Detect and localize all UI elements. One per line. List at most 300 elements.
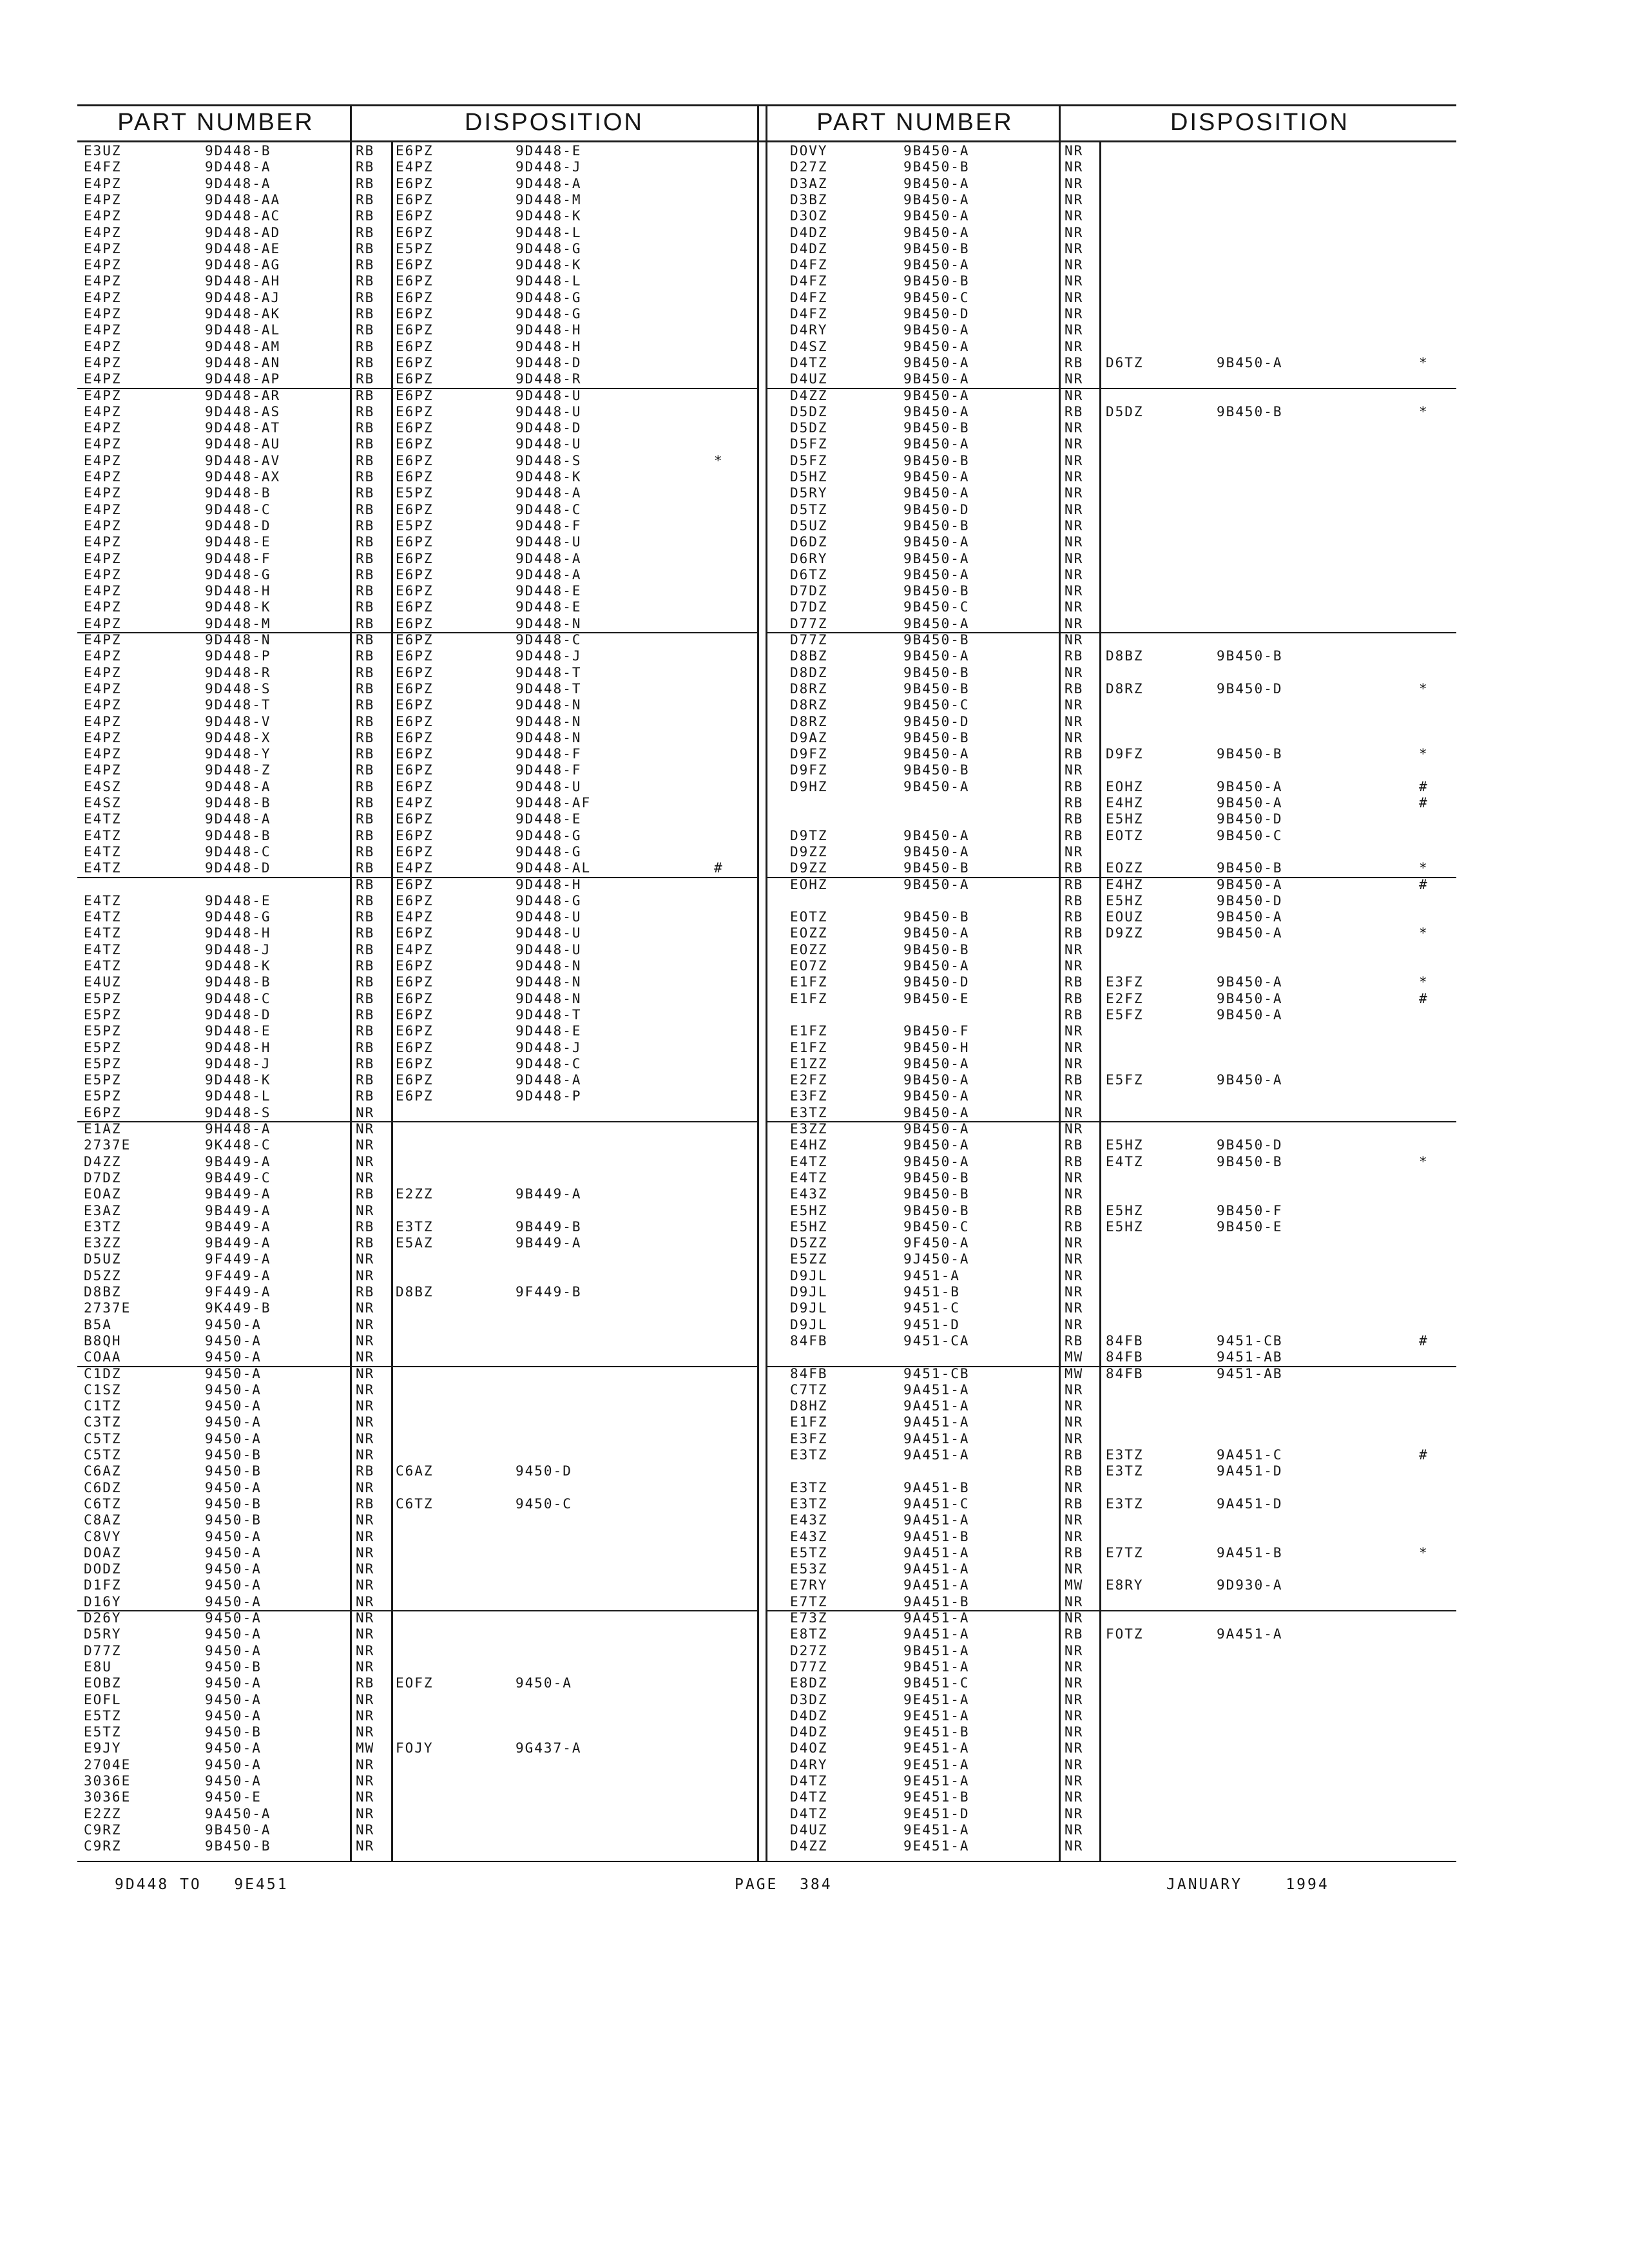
part-prefix: E4TZ <box>84 958 122 974</box>
part-prefix: E4PZ <box>84 501 122 517</box>
disposition-code: NR <box>1065 143 1084 159</box>
part-number: 9D448-T <box>205 697 271 713</box>
part-prefix: E1FZ <box>790 990 828 1006</box>
part-prefix: E5HZ <box>790 1202 828 1218</box>
replacement-prefix: E3TZ <box>1106 1447 1144 1463</box>
note-mark: * <box>1419 354 1429 370</box>
replacement-prefix: E6PZ <box>396 387 434 403</box>
part-prefix: D4TZ <box>790 1773 828 1789</box>
part-prefix: E3UZ <box>84 143 122 159</box>
part-number: 9D448-AX <box>205 469 281 485</box>
disposition-code: RB <box>356 876 375 892</box>
disposition-code: RB <box>356 1284 375 1300</box>
replacement-prefix: E5HZ <box>1106 892 1144 908</box>
group-separator <box>77 1121 757 1122</box>
part-prefix: D9TZ <box>790 827 828 843</box>
replacement-number: 9D448-G <box>516 306 582 322</box>
replacement-prefix: E7TZ <box>1106 1544 1144 1561</box>
part-number: 9D448-C <box>205 990 271 1006</box>
replacement-prefix: E6PZ <box>396 925 434 941</box>
disposition-code: RB <box>356 827 375 843</box>
part-number: 9E451-B <box>903 1789 970 1805</box>
part-number: 9450-A <box>205 1544 262 1561</box>
part-prefix: D77Z <box>790 632 828 648</box>
disposition-code: NR <box>1065 257 1084 273</box>
part-number: 9D448-D <box>205 860 271 876</box>
part-number: 9450-B <box>205 1658 262 1675</box>
disposition-code: RB <box>356 338 375 354</box>
part-number: 9B450-A <box>903 648 970 664</box>
part-prefix: E4PZ <box>84 175 122 191</box>
part-prefix: E5PZ <box>84 1055 122 1072</box>
disposition-code: RB <box>356 1088 375 1104</box>
part-number: 9450-A <box>205 1610 262 1626</box>
replacement-prefix: E6PZ <box>396 648 434 664</box>
part-prefix: E43Z <box>790 1512 828 1528</box>
part-number: 9450-A <box>205 1561 262 1577</box>
part-prefix: E4PZ <box>84 371 122 387</box>
replacement-number: 9D448-K <box>516 257 582 273</box>
part-number: 9D448-Y <box>205 746 271 762</box>
part-prefix: E8U <box>84 1658 112 1675</box>
part-number: 9B450-A <box>903 469 970 485</box>
replacement-prefix: E6PZ <box>396 566 434 582</box>
part-number: 9D448-F <box>205 550 271 566</box>
part-number: 9450-A <box>205 1430 262 1446</box>
part-number: 9450-A <box>205 1316 262 1332</box>
disposition-code: RB <box>356 1186 375 1202</box>
part-prefix: C9RZ <box>84 1838 122 1854</box>
disposition-code: NR <box>356 1658 375 1675</box>
part-number: 9B450-A <box>903 1104 970 1120</box>
part-number: 9B450-A <box>903 778 970 794</box>
disposition-code: NR <box>1065 566 1084 582</box>
replacement-number: 9D448-E <box>516 599 582 615</box>
disposition-code: NR <box>1065 485 1084 501</box>
replacement-number: 9D448-U <box>516 403 582 419</box>
part-number: 9450-A <box>205 1707 262 1724</box>
replacement-number: 9A451-B <box>1217 1544 1283 1561</box>
part-number: 9B449-A <box>205 1235 271 1251</box>
disposition-code: NR <box>1065 615 1084 631</box>
disposition-code: NR <box>1065 1658 1084 1675</box>
disposition-code: NR <box>1065 583 1084 599</box>
replacement-prefix: E6PZ <box>396 208 434 224</box>
disposition-code: NR <box>1065 306 1084 322</box>
note-mark: * <box>1419 403 1429 419</box>
part-number: 9B450-B <box>903 452 970 468</box>
part-number: 9B450-B <box>903 632 970 648</box>
replacement-prefix: E6PZ <box>396 599 434 615</box>
part-number: 9E451-A <box>903 1707 970 1724</box>
replacement-number: 9D448-A <box>516 485 582 501</box>
disposition-code: RB <box>356 452 375 468</box>
disposition-code: NR <box>356 1121 375 1137</box>
part-prefix: EO7Z <box>790 958 828 974</box>
part-number: 9A451-A <box>903 1626 970 1642</box>
disposition-code: NR <box>356 1365 375 1381</box>
disposition-code: NR <box>1065 1186 1084 1202</box>
part-prefix: EOZZ <box>790 941 828 957</box>
disposition-code: NR <box>1065 371 1084 387</box>
replacement-number: 9B450-C <box>1217 827 1283 843</box>
part-number: 9450-A <box>205 1332 262 1349</box>
part-prefix: 2737E <box>84 1137 131 1153</box>
replacement-prefix: 84FB <box>1106 1365 1144 1381</box>
part-prefix: C9RZ <box>84 1821 122 1838</box>
part-prefix: D4FZ <box>790 289 828 305</box>
disposition-code: RB <box>1065 1006 1084 1023</box>
disposition-code: RB <box>356 941 375 957</box>
disposition-code: RB <box>356 1675 375 1691</box>
replacement-number: 9D448-S <box>516 452 582 468</box>
disposition-code: NR <box>356 1251 375 1267</box>
replacement-prefix: EOFZ <box>396 1675 434 1691</box>
part-prefix: D8HZ <box>790 1398 828 1414</box>
disposition-code: RB <box>1065 746 1084 762</box>
part-number: 9451-D <box>903 1316 960 1332</box>
part-number: 9450-B <box>205 1463 262 1479</box>
replacement-number: 9D448-T <box>516 1006 582 1023</box>
disposition-code: RB <box>356 1072 375 1088</box>
part-number: 9B450-A <box>903 436 970 452</box>
part-prefix: D4TZ <box>790 1789 828 1805</box>
replacement-number: 9B450-B <box>1217 860 1283 876</box>
part-prefix: D8RZ <box>790 697 828 713</box>
replacement-prefix: E5PZ <box>396 485 434 501</box>
replacement-prefix: FOJY <box>396 1740 434 1756</box>
disposition-code: RB <box>356 697 375 713</box>
disposition-code: NR <box>1065 1088 1084 1104</box>
disposition-code: RB <box>356 550 375 566</box>
part-number: 9D448-K <box>205 1072 271 1088</box>
part-prefix: C5TZ <box>84 1430 122 1446</box>
part-prefix: D6RY <box>790 550 828 566</box>
part-number: 9B450-B <box>903 729 970 745</box>
part-number: 9B450-A <box>903 1121 970 1137</box>
part-prefix: E4TZ <box>84 941 122 957</box>
disposition-code: NR <box>1065 175 1084 191</box>
replacement-number: 9D448-L <box>516 273 582 289</box>
part-prefix: C7TZ <box>790 1381 828 1398</box>
replacement-number: 9451-AB <box>1217 1349 1283 1365</box>
note-mark: # <box>1419 990 1429 1006</box>
replacement-number: 9B450-B <box>1217 403 1283 419</box>
part-number: 9B450-A <box>903 371 970 387</box>
part-number: 9B450-A <box>205 1821 271 1838</box>
disposition-code: RB <box>356 892 375 908</box>
note-mark: * <box>1419 925 1429 941</box>
replacement-number: 9D448-J <box>516 648 582 664</box>
part-number: 9B450-F <box>903 1023 970 1039</box>
replacement-prefix: E5FZ <box>1106 1006 1144 1023</box>
disposition-code: NR <box>1065 1251 1084 1267</box>
disposition-code: RB <box>356 664 375 680</box>
replacement-prefix: E6PZ <box>396 306 434 322</box>
disposition-code: RB <box>356 436 375 452</box>
part-number: 9D448-S <box>205 1104 271 1120</box>
part-number: 9D448-AR <box>205 387 281 403</box>
part-number: 9D448-AG <box>205 257 281 273</box>
disposition-code: NR <box>356 1447 375 1463</box>
replacement-prefix: E6PZ <box>396 403 434 419</box>
part-prefix: E4PZ <box>84 599 122 615</box>
disposition-code: RB <box>356 958 375 974</box>
disposition-code: MW <box>1065 1365 1084 1381</box>
note-mark: # <box>1419 876 1429 892</box>
replacement-prefix: D6TZ <box>1106 354 1144 370</box>
disposition-code: NR <box>1065 1479 1084 1495</box>
part-number: 9B450-B <box>903 583 970 599</box>
part-prefix: D9FZ <box>790 762 828 778</box>
disposition-code: NR <box>1065 1724 1084 1740</box>
replacement-number: 9A451-C <box>1217 1447 1283 1463</box>
disposition-code: NR <box>1065 1039 1084 1055</box>
note-mark: * <box>1419 860 1429 876</box>
disposition-code: RB <box>356 143 375 159</box>
part-number: 9D448-E <box>205 534 271 550</box>
part-number: 9451-B <box>903 1284 960 1300</box>
part-prefix: E4PZ <box>84 729 122 745</box>
disposition-code: NR <box>1065 1512 1084 1528</box>
part-number: 9B450-A <box>903 1055 970 1072</box>
replacement-prefix: E6PZ <box>396 1039 434 1055</box>
disposition-code: NR <box>1065 517 1084 533</box>
part-prefix: D5ZZ <box>84 1267 122 1283</box>
footer-page: PAGE 384 <box>735 1876 833 1893</box>
disposition-code: NR <box>356 1593 375 1610</box>
replacement-number: 9D448-C <box>516 1055 582 1072</box>
disposition-code: NR <box>1065 159 1084 175</box>
part-prefix: EOFL <box>84 1691 122 1707</box>
disposition-code: NR <box>1065 1398 1084 1414</box>
disposition-code: RB <box>356 860 375 876</box>
replacement-number: 9D448-F <box>516 517 582 533</box>
part-prefix: E4SZ <box>84 778 122 794</box>
replacement-number: 9B450-A <box>1217 990 1283 1006</box>
part-prefix: D8BZ <box>84 1284 122 1300</box>
disposition-code: RB <box>356 746 375 762</box>
disposition-code: RB <box>356 387 375 403</box>
disposition-code: NR <box>1065 1642 1084 1658</box>
part-number: 9450-A <box>205 1349 262 1365</box>
replacement-number: 9D448-E <box>516 811 582 827</box>
part-number: 9D448-J <box>205 1055 271 1072</box>
disposition-code: RB <box>356 632 375 648</box>
replacement-prefix: E6PZ <box>396 175 434 191</box>
replacement-number: 9B450-B <box>1217 648 1283 664</box>
disposition-code: NR <box>356 1267 375 1283</box>
part-number: 9A451-A <box>903 1561 970 1577</box>
disposition-code: NR <box>1065 1284 1084 1300</box>
disposition-code: NR <box>356 1512 375 1528</box>
part-prefix: D77Z <box>84 1642 122 1658</box>
disposition-code: NR <box>1065 322 1084 338</box>
part-number: 9D448-G <box>205 909 271 925</box>
part-number: 9B450-A <box>903 1153 970 1169</box>
part-number: 9B450-A <box>903 827 970 843</box>
part-number: 9B450-A <box>903 843 970 860</box>
disposition-code: NR <box>356 1577 375 1593</box>
part-prefix: E4HZ <box>790 1137 828 1153</box>
part-prefix: C1SZ <box>84 1381 122 1398</box>
part-number: 9D448-K <box>205 958 271 974</box>
replacement-prefix: E6PZ <box>396 615 434 631</box>
part-prefix: E5TZ <box>84 1707 122 1724</box>
part-prefix: D5RY <box>84 1626 122 1642</box>
left-code-column-rule <box>350 142 352 1861</box>
replacement-number: 9D448-H <box>516 322 582 338</box>
part-prefix: E4PZ <box>84 632 122 648</box>
replacement-number: 9D448-M <box>516 191 582 207</box>
part-prefix: D4RY <box>790 322 828 338</box>
part-prefix: E4PZ <box>84 566 122 582</box>
replacement-prefix: E6PZ <box>396 729 434 745</box>
part-prefix: D4DZ <box>790 1724 828 1740</box>
part-prefix: D9ZZ <box>790 860 828 876</box>
part-number: 9450-A <box>205 1691 262 1707</box>
disposition-code: RB <box>356 615 375 631</box>
part-number: 9D448-Z <box>205 762 271 778</box>
disposition-code: RB <box>356 1218 375 1235</box>
group-separator <box>767 632 1456 633</box>
part-prefix: D4DZ <box>790 1707 828 1724</box>
part-number: 9D448-A <box>205 778 271 794</box>
disposition-code: RB <box>356 1495 375 1512</box>
part-prefix: 84FB <box>790 1365 828 1381</box>
part-prefix: E4PZ <box>84 469 122 485</box>
note-mark: * <box>1419 974 1429 990</box>
disposition-code: NR <box>1065 1104 1084 1120</box>
disposition-code: NR <box>1065 1561 1084 1577</box>
part-number: 9E451-D <box>903 1805 970 1821</box>
part-number: 9F449-A <box>205 1284 271 1300</box>
replacement-prefix: E3TZ <box>396 1218 434 1235</box>
part-prefix: C8VY <box>84 1528 122 1544</box>
part-number: 9B450-A <box>903 550 970 566</box>
replacement-prefix: E6PZ <box>396 452 434 468</box>
disposition-code: NR <box>1065 1055 1084 1072</box>
part-number: 9D448-K <box>205 599 271 615</box>
part-number: 9450-A <box>205 1593 262 1610</box>
disposition-code: RB <box>356 680 375 697</box>
disposition-code: NR <box>356 1381 375 1398</box>
part-prefix: E5PZ <box>84 990 122 1006</box>
replacement-number: 9D448-K <box>516 469 582 485</box>
part-prefix: E73Z <box>790 1610 828 1626</box>
part-number: 9B450-C <box>903 599 970 615</box>
replacement-number: 9D448-U <box>516 778 582 794</box>
replacement-number: 9G437-A <box>516 1740 582 1756</box>
replacement-prefix: D5DZ <box>1106 403 1144 419</box>
replacement-number: 9B450-A <box>1217 1006 1283 1023</box>
footer-range: 9D448 TO 9E451 <box>115 1876 289 1893</box>
replacement-number: 9D448-AL <box>516 860 592 876</box>
disposition-code: RB <box>1065 680 1084 697</box>
part-number: 9D448-AM <box>205 338 281 354</box>
replacement-number: 9B449-B <box>516 1218 582 1235</box>
part-number: 9A451-A <box>903 1398 970 1414</box>
part-number: 9E451-A <box>903 1756 970 1773</box>
part-number: 9E451-A <box>903 1838 970 1854</box>
part-number: 9D448-H <box>205 925 271 941</box>
disposition-code: NR <box>1065 338 1084 354</box>
replacement-prefix: E6PZ <box>396 191 434 207</box>
part-prefix: E4PZ <box>84 224 122 240</box>
part-prefix: D16Y <box>84 1593 122 1610</box>
part-prefix: E4PZ <box>84 420 122 436</box>
part-prefix: D5TZ <box>790 501 828 517</box>
part-prefix: E4PZ <box>84 338 122 354</box>
replacement-prefix: FOTZ <box>1106 1626 1144 1642</box>
replacement-prefix: E3TZ <box>1106 1495 1144 1512</box>
disposition-code: NR <box>356 1691 375 1707</box>
replacement-number: 9D448-F <box>516 746 582 762</box>
part-prefix: E4TZ <box>84 892 122 908</box>
replacement-prefix: D9ZZ <box>1106 925 1144 941</box>
part-number: 9451-A <box>903 1267 960 1283</box>
replacement-prefix: E3FZ <box>1106 974 1144 990</box>
replacement-number: 9D448-G <box>516 827 582 843</box>
replacement-prefix: E6PZ <box>396 778 434 794</box>
part-prefix: 2704E <box>84 1756 131 1773</box>
disposition-code: RB <box>356 175 375 191</box>
part-prefix: D9AZ <box>790 729 828 745</box>
part-prefix: E4SZ <box>84 795 122 811</box>
disposition-code: RB <box>1065 860 1084 876</box>
group-separator <box>77 1610 757 1611</box>
part-prefix: E6PZ <box>84 1104 122 1120</box>
replacement-prefix: E6PZ <box>396 680 434 697</box>
replacement-number: 9A451-A <box>1217 1626 1283 1642</box>
part-prefix: E4TZ <box>84 843 122 860</box>
replacement-number: 9D448-N <box>516 697 582 713</box>
replacement-number: 9D448-G <box>516 289 582 305</box>
replacement-prefix: E4PZ <box>396 159 434 175</box>
part-prefix: E3TZ <box>790 1447 828 1463</box>
replacement-number: 9D448-A <box>516 175 582 191</box>
replacement-prefix: E6PZ <box>396 534 434 550</box>
part-number: 9450-A <box>205 1528 262 1544</box>
part-number: 9A451-A <box>903 1577 970 1593</box>
part-number: 9B450-A <box>903 1137 970 1153</box>
part-prefix: D5UZ <box>84 1251 122 1267</box>
disposition-code: NR <box>1065 1023 1084 1039</box>
disposition-code: NR <box>1065 1707 1084 1724</box>
right-disposition-header: DISPOSITION <box>1170 109 1349 136</box>
replacement-prefix: E6PZ <box>396 713 434 729</box>
disposition-code: RB <box>356 224 375 240</box>
disposition-code: RB <box>1065 648 1084 664</box>
part-number: 9B450-D <box>903 501 970 517</box>
part-prefix: D4TZ <box>790 1805 828 1821</box>
disposition-code: NR <box>356 1349 375 1365</box>
part-number: 9B450-A <box>903 354 970 370</box>
part-prefix: D27Z <box>790 159 828 175</box>
replacement-prefix: E6PZ <box>396 371 434 387</box>
part-prefix: E7TZ <box>790 1593 828 1610</box>
disposition-code: NR <box>1065 452 1084 468</box>
part-prefix: C5TZ <box>84 1447 122 1463</box>
part-number: 9450-A <box>205 1626 262 1642</box>
disposition-code: RB <box>1065 1153 1084 1169</box>
part-number: 9D448-D <box>205 517 271 533</box>
disposition-code: RB <box>356 925 375 941</box>
note-mark: # <box>1419 1332 1429 1349</box>
part-prefix: E5TZ <box>790 1544 828 1561</box>
part-number: 9D448-AP <box>205 371 281 387</box>
part-prefix: D5HZ <box>790 469 828 485</box>
